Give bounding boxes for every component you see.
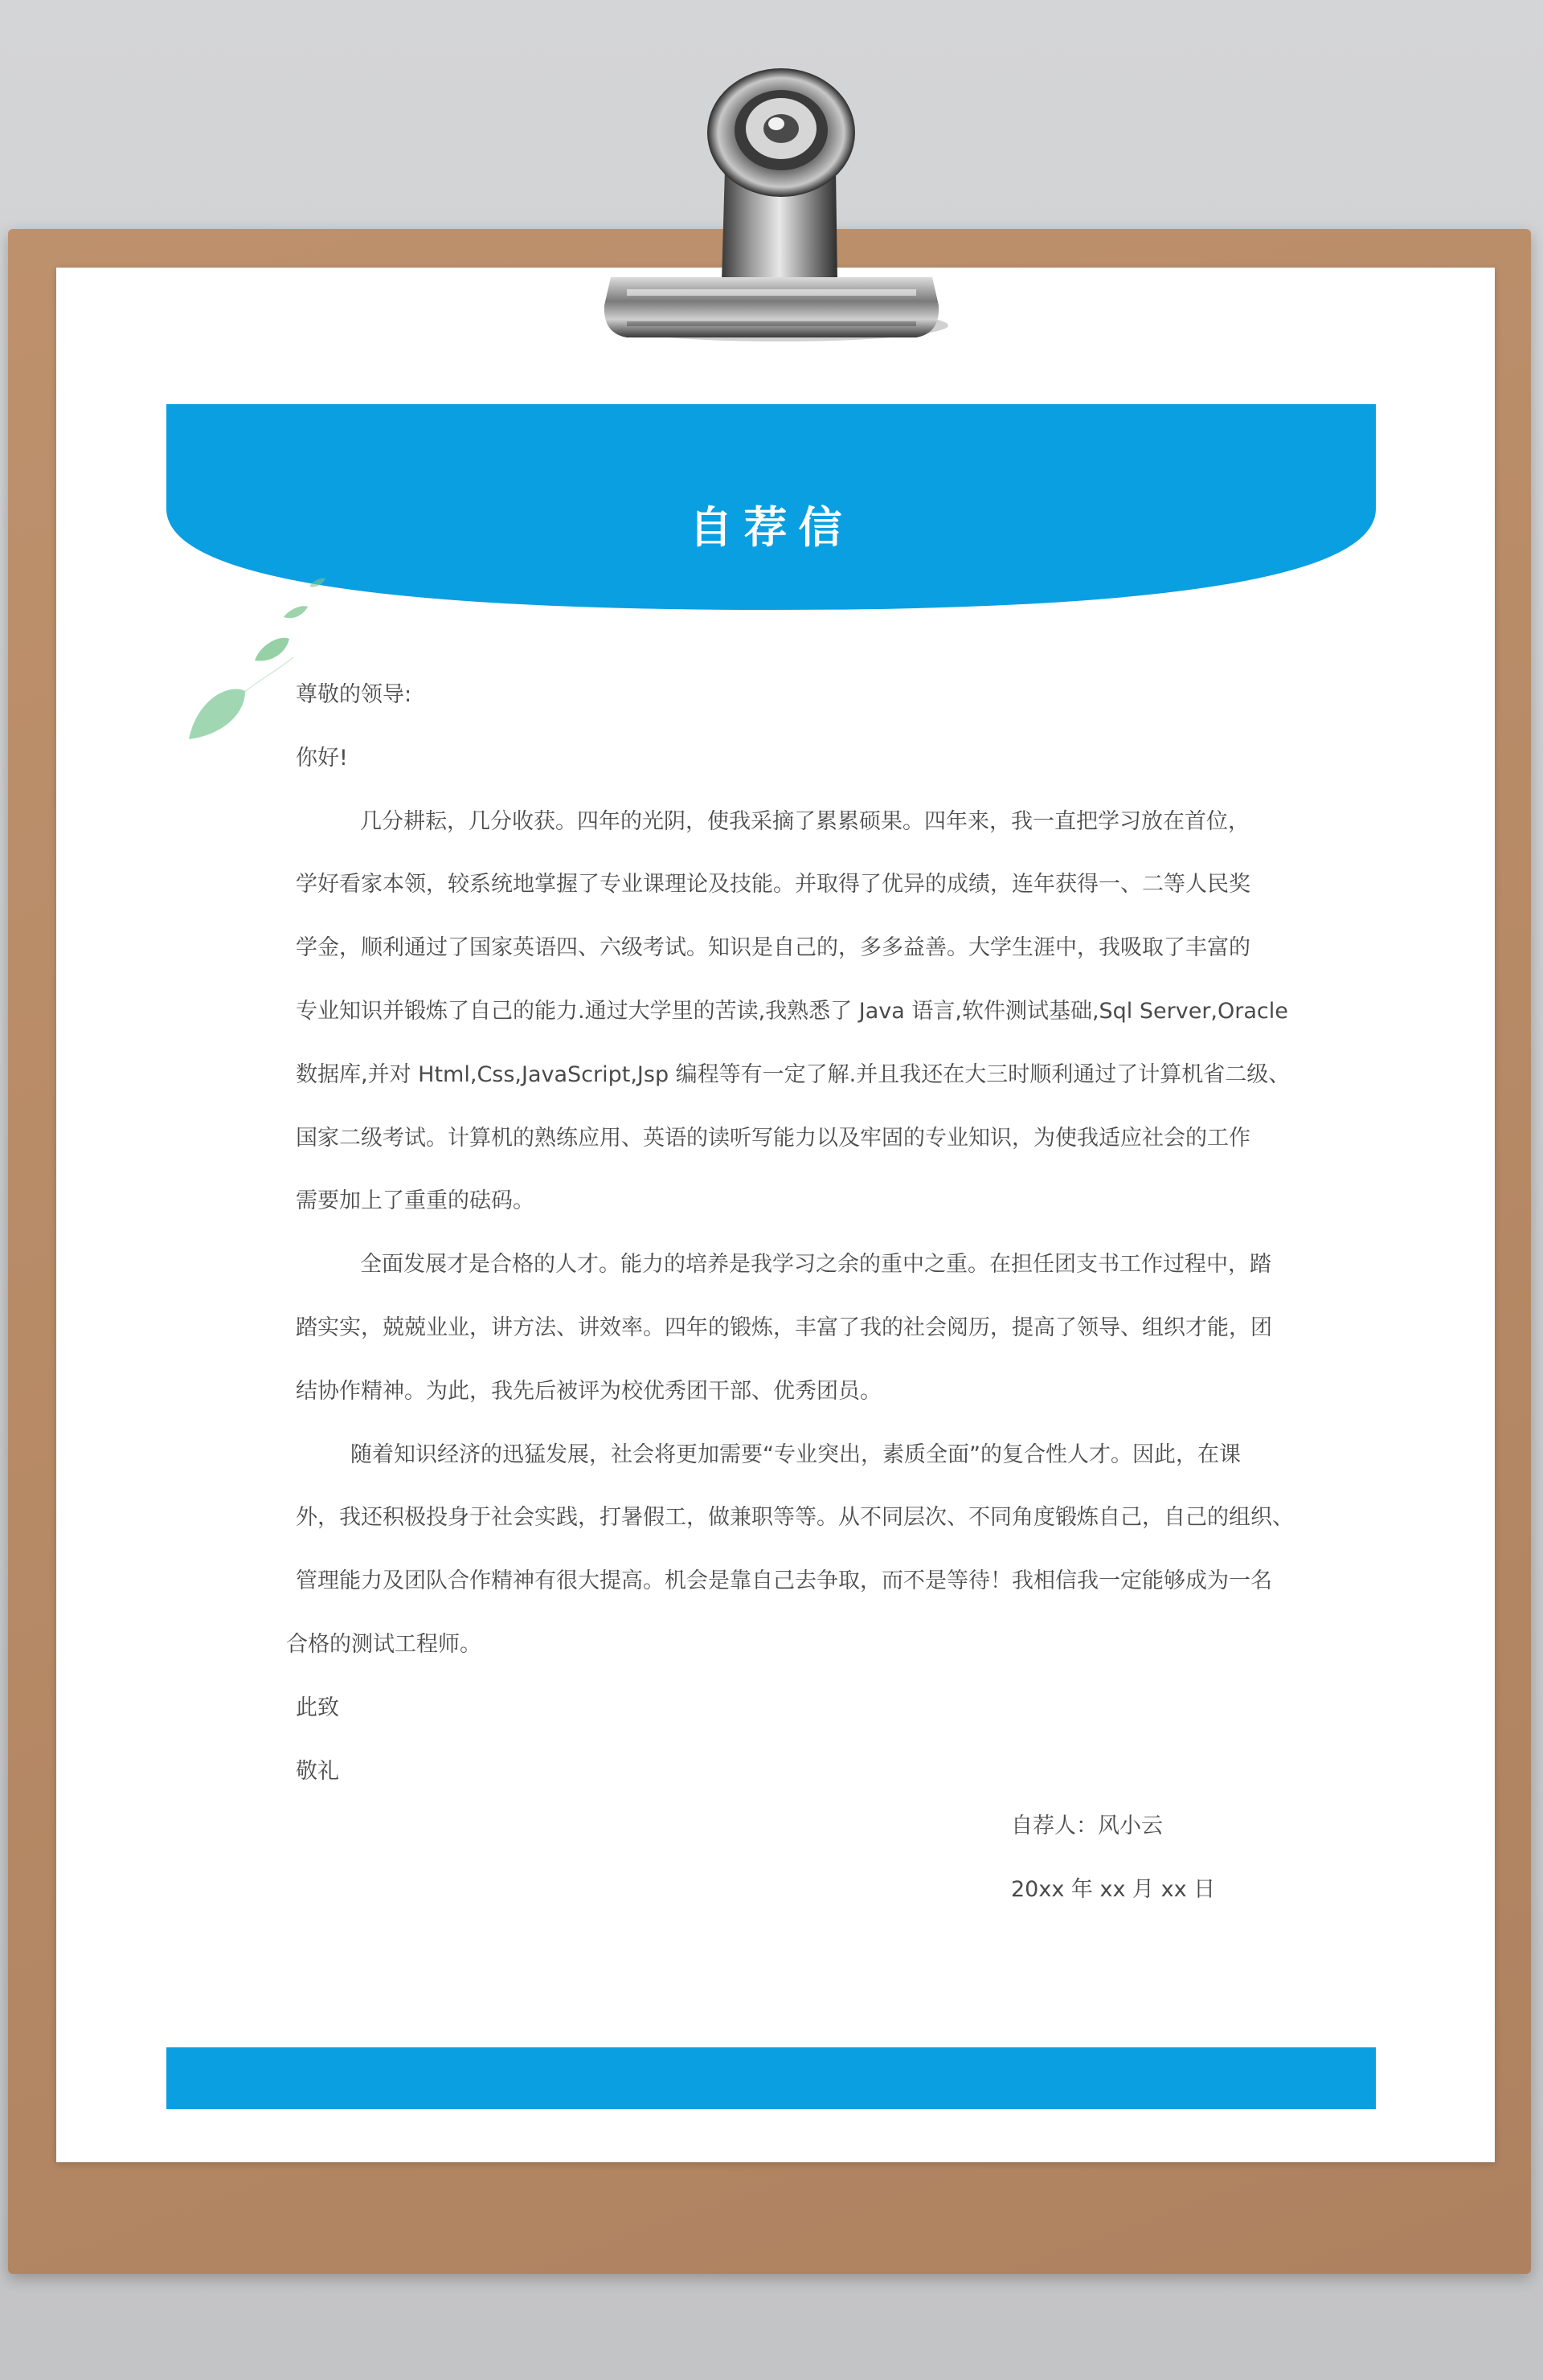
paragraph-line: 国家二级考试。计算机的熟练应用、英语的读听写能力以及牢固的专业知识，为使我适应社会的工作 [296,1125,1250,1151]
paragraph-line: 需要加上了重重的砝码。 [296,1188,534,1214]
salutation: 尊敬的领导: [296,682,412,707]
paragraph-2 [296,1233,1276,1423]
greeting-hello: 你好! [296,745,348,771]
paragraph-1 [296,791,1291,1234]
paragraph-line: 学金，顺利通过了国家英语四、六级考试。知识是自己的，多多益善。大学生涯中，我吸取了丰富的 [296,935,1250,961]
paragraph-line: 几分耕耘，几分收获。四年的光阴，使我采摘了累累硕果。四年来，我一直把学习放在首位， [360,808,1250,834]
signature-date: 20xx 年 xx 月 xx 日 [1011,1876,1216,1902]
paragraph-line: 数据库,并对 Html,Css,JavaScript,Jsp 编程等有一定了解.并且我还在大三时顺利通过了计算机省二级、 [296,1061,1291,1087]
letter-body [286,664,1294,1803]
paragraph-line: 随着知识经济的迅猛发展，社会将更加需要“专业突出，素质全面”的复合性人才。因此，在课 [350,1441,1241,1467]
paragraph-line: 结协作精神。为此，我先后被评为校优秀团干部、优秀团员。 [296,1378,882,1404]
signature-block [1011,1795,1215,1922]
closing-line-1: 此致 [296,1695,339,1720]
paragraph-line: 专业知识并锻炼了自己的能力.通过大学里的苦读,我熟悉了 Java 语言,软件测试基础,Sql Server,Oracle [296,998,1288,1024]
paragraph-line: 全面发展才是合格的人才。能力的培养是我学习之余的重中之重。在担任团支书工作过程中，踏 [360,1252,1271,1278]
paragraph-line: 合格的测试工程师。 [286,1631,481,1657]
closing-line-2: 敬礼 [296,1758,339,1784]
paragraph-line: 管理能力及团队合作精神有很大提高。机会是靠自己去争取，而不是等待！我相信我一定能够成为一名 [296,1568,1272,1594]
page-title: 自荐信 [689,502,853,553]
paragraph-line: 外，我还积极投身于社会实践，打暑假工，做兼职等等。从不同层次、不同角度锻炼自己，自己的组织、 [296,1505,1294,1531]
signature-name: 自荐人：风小云 [1011,1814,1163,1838]
paragraph-line: 学好看家本领，较系统地掌握了专业课理论及技能。并取得了优异的成绩，连年获得一、二等人民奖 [296,872,1250,898]
binder-clip-icon [579,48,948,354]
paragraph-line: 踏实实，兢兢业业，讲方法、讲效率。四年的锻炼，丰富了我的社会阅历，提高了领导、组织才能，团 [296,1315,1272,1340]
paragraph-3 [286,1424,1294,1677]
footer-bar [166,2047,1376,2109]
